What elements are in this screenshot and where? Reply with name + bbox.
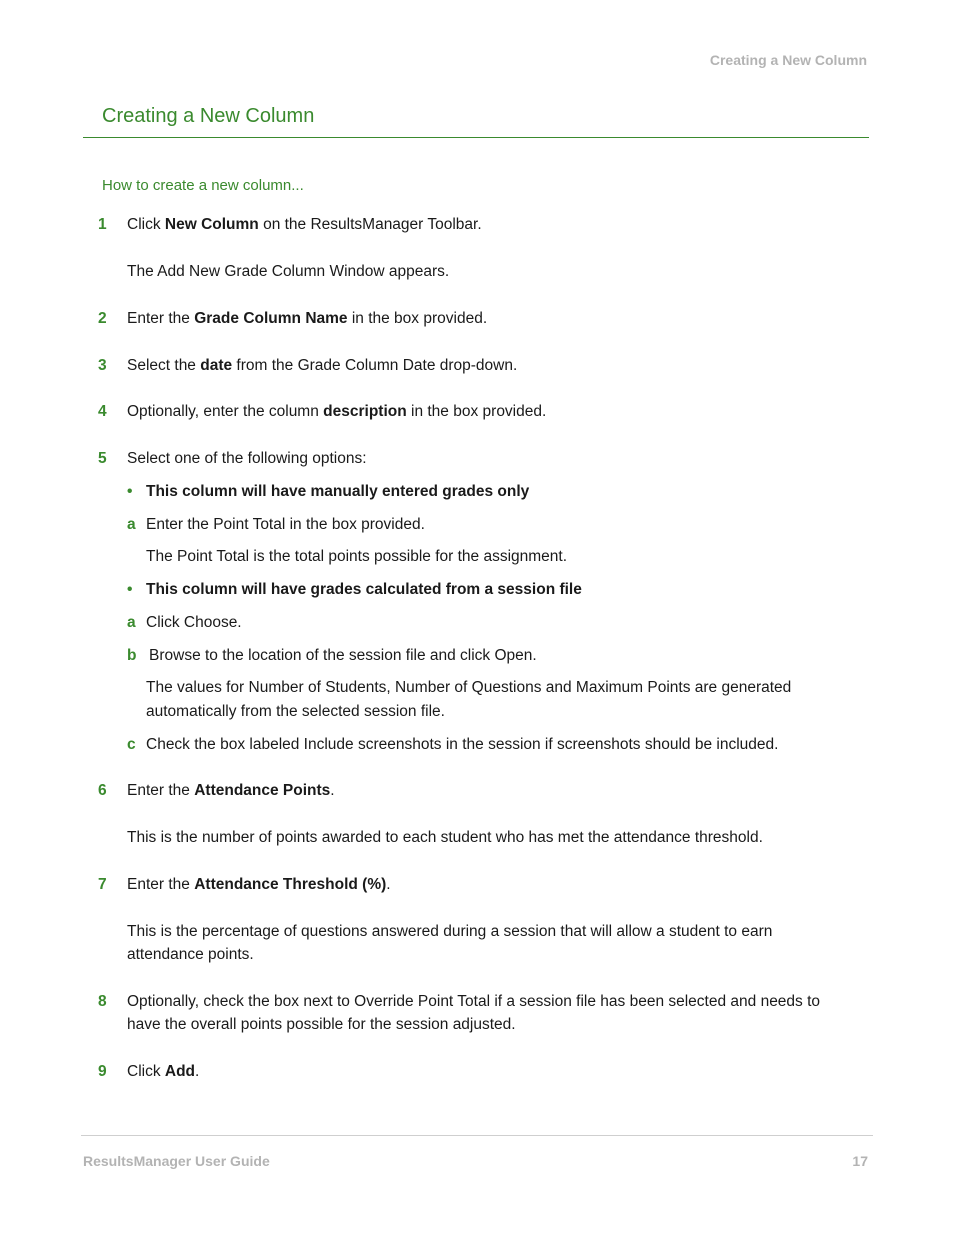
step-6-note: This is the number of points awarded to each student who has met the attendance threshold. <box>127 829 763 846</box>
page-title: Creating a New Column <box>102 105 315 127</box>
substep-text: Enter the Point Total in the box provided. <box>146 516 425 533</box>
step-8-text: have the overall points possible for the session adjusted. <box>127 1016 516 1033</box>
step-2-text: Enter the Grade Column Name in the box provided. <box>127 310 488 327</box>
step-6-text: Enter the Attendance Points. <box>127 782 335 799</box>
title-divider <box>83 137 869 138</box>
substep-marker: b <box>127 647 137 664</box>
substep-marker: a <box>127 614 136 631</box>
section-subtitle: How to create a new column... <box>102 177 304 194</box>
option-manual-grades: This column will have manually entered grades only <box>146 483 530 500</box>
page-number: 17 <box>852 1153 868 1169</box>
step-number: 7 <box>98 876 107 893</box>
step-number: 1 <box>98 216 107 233</box>
step-3-text: Select the date from the Grade Column Date drop-down. <box>127 357 518 374</box>
substep-marker: a <box>127 516 136 533</box>
footer-guide-title: ResultsManager User Guide <box>83 1153 270 1169</box>
substep-text: Check the box labeled Include screenshots in the session if screenshots should be included. <box>146 736 779 753</box>
step-9-text: Click Add. <box>127 1063 200 1080</box>
step-number: 8 <box>98 993 107 1010</box>
step-7-text: Enter the Attendance Threshold (%). <box>127 876 391 893</box>
substep-text: Click Choose. <box>146 614 242 631</box>
bullet-icon: • <box>127 483 133 500</box>
bullet-icon: • <box>127 581 133 598</box>
step-4-text: Optionally, enter the column description in the box provided. <box>127 403 547 420</box>
substep-note: The Point Total is the total points possible for the assignment. <box>146 548 568 565</box>
footer-divider <box>81 1135 873 1136</box>
step-5-text: Select one of the following options: <box>127 450 367 467</box>
step-number: 9 <box>98 1063 107 1080</box>
substep-marker: c <box>127 736 136 753</box>
step-7-note: This is the percentage of questions answered during a session that will allow a student to earn <box>127 923 773 940</box>
step-8-text: Optionally, check the box next to Override Point Total if a session file has been selected and needs to <box>127 993 821 1010</box>
step-1-text: Click New Column on the ResultsManager Toolbar. <box>127 216 482 233</box>
step-number: 6 <box>98 782 107 799</box>
option-session-file: This column will have grades calculated from a session file <box>146 581 582 598</box>
substep-text: Browse to the location of the session file and click Open. <box>149 647 537 664</box>
running-header: Creating a New Column <box>709 52 867 68</box>
step-number: 5 <box>98 450 107 467</box>
step-number: 3 <box>98 357 107 374</box>
substep-note: automatically from the selected session file. <box>146 703 445 720</box>
substep-note: The values for Number of Students, Number of Questions and Maximum Points are generated <box>146 679 792 696</box>
step-1-note: The Add New Grade Column Window appears. <box>127 263 450 280</box>
step-number: 2 <box>98 310 107 327</box>
step-number: 4 <box>98 403 107 420</box>
step-7-note: attendance points. <box>127 946 254 963</box>
